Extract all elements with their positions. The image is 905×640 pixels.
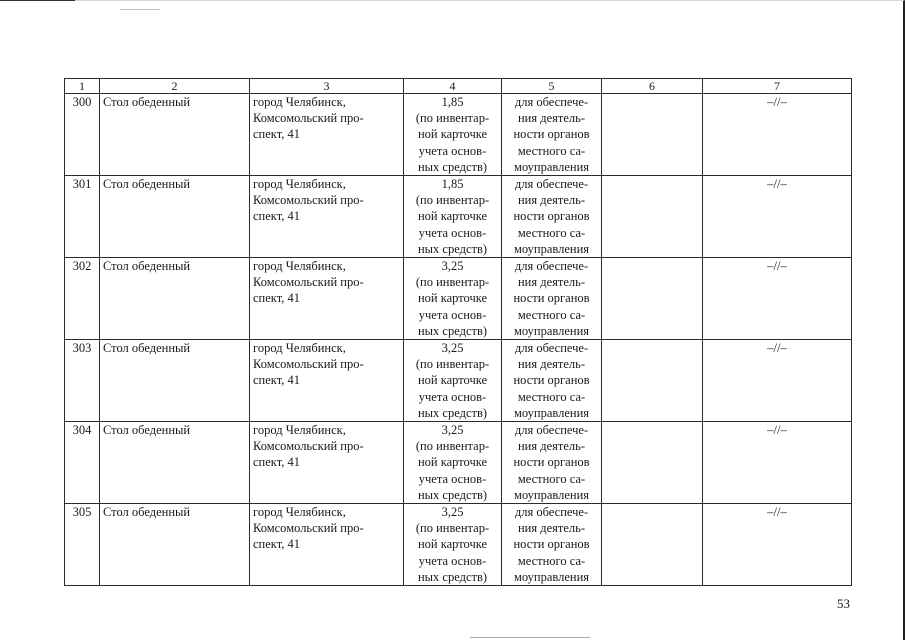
- item-note: –//–: [703, 504, 852, 586]
- item-note: –//–: [703, 258, 852, 340]
- scan-edge-mark-top: [120, 9, 160, 10]
- table-row: [65, 340, 852, 422]
- item-address: город Челябинск, Комсомольский про- спект, 41: [250, 422, 404, 504]
- header-col-3: 3: [250, 79, 404, 94]
- item-name: Стол обеденный: [100, 176, 250, 258]
- row-number: 304: [65, 422, 100, 504]
- item-col6: [602, 340, 703, 422]
- item-note: –//–: [703, 176, 852, 258]
- header-col-5: 5: [502, 79, 602, 94]
- item-purpose: для обеспече- ния деятель- ности органов местного са- моуправления: [502, 258, 602, 340]
- row-number: 301: [65, 176, 100, 258]
- page-number: 53: [837, 596, 850, 611]
- item-name: Стол обеденный: [100, 258, 250, 340]
- item-purpose: для обеспече- ния деятель- ности органов местного са- моуправления: [502, 176, 602, 258]
- item-purpose: для обеспече- ния деятель- ности органов местного са- моуправления: [502, 422, 602, 504]
- table-row: [65, 176, 852, 258]
- item-value: 1,85 (по инвентар- ной карточке учета основ- ных средств): [404, 94, 502, 176]
- item-col6: [602, 422, 703, 504]
- item-purpose: для обеспече- ния деятель- ности органов местного са- моуправления: [502, 94, 602, 176]
- table-row: [65, 258, 852, 340]
- table-row: [65, 422, 852, 504]
- item-value: 3,25 (по инвентар- ной карточке учета основ- ных средств): [404, 504, 502, 586]
- item-name: Стол обеденный: [100, 422, 250, 504]
- item-name: Стол обеденный: [100, 504, 250, 586]
- item-address: город Челябинск, Комсомольский про- спект, 41: [250, 340, 404, 422]
- item-name: Стол обеденный: [100, 94, 250, 176]
- item-col6: [602, 258, 703, 340]
- item-purpose: для обеспече- ния деятель- ности органов местного са- моуправления: [502, 504, 602, 586]
- property-table: [64, 78, 852, 586]
- item-note: –//–: [703, 422, 852, 504]
- item-note: –//–: [703, 94, 852, 176]
- item-value: 3,25 (по инвентар- ной карточке учета основ- ных средств): [404, 422, 502, 504]
- item-name: Стол обеденный: [100, 340, 250, 422]
- scan-edge-mark-top-left: [0, 0, 75, 1]
- item-value: 1,85 (по инвентар- ной карточке учета основ- ных средств): [404, 176, 502, 258]
- header-col-4: 4: [404, 79, 502, 94]
- row-number: 300: [65, 94, 100, 176]
- item-note: –//–: [703, 340, 852, 422]
- header-col-2: 2: [100, 79, 250, 94]
- row-number: 305: [65, 504, 100, 586]
- header-row: [65, 79, 852, 94]
- table-row: [65, 504, 852, 586]
- table-row: [65, 94, 852, 176]
- item-address: город Челябинск, Комсомольский про- спект, 41: [250, 94, 404, 176]
- item-address: город Челябинск, Комсомольский про- спект, 41: [250, 504, 404, 586]
- item-col6: [602, 504, 703, 586]
- header-col-6: 6: [602, 79, 703, 94]
- item-col6: [602, 176, 703, 258]
- item-purpose: для обеспече- ния деятель- ности органов местного са- моуправления: [502, 340, 602, 422]
- item-value: 3,25 (по инвентар- ной карточке учета основ- ных средств): [404, 340, 502, 422]
- header-col-1: 1: [65, 79, 100, 94]
- scan-edge-mark-bottom: [470, 637, 590, 638]
- item-value: 3,25 (по инвентар- ной карточке учета основ- ных средств): [404, 258, 502, 340]
- item-address: город Челябинск, Комсомольский про- спект, 41: [250, 258, 404, 340]
- header-col-7: 7: [703, 79, 852, 94]
- item-address: город Челябинск, Комсомольский про- спект, 41: [250, 176, 404, 258]
- row-number: 302: [65, 258, 100, 340]
- item-col6: [602, 94, 703, 176]
- row-number: 303: [65, 340, 100, 422]
